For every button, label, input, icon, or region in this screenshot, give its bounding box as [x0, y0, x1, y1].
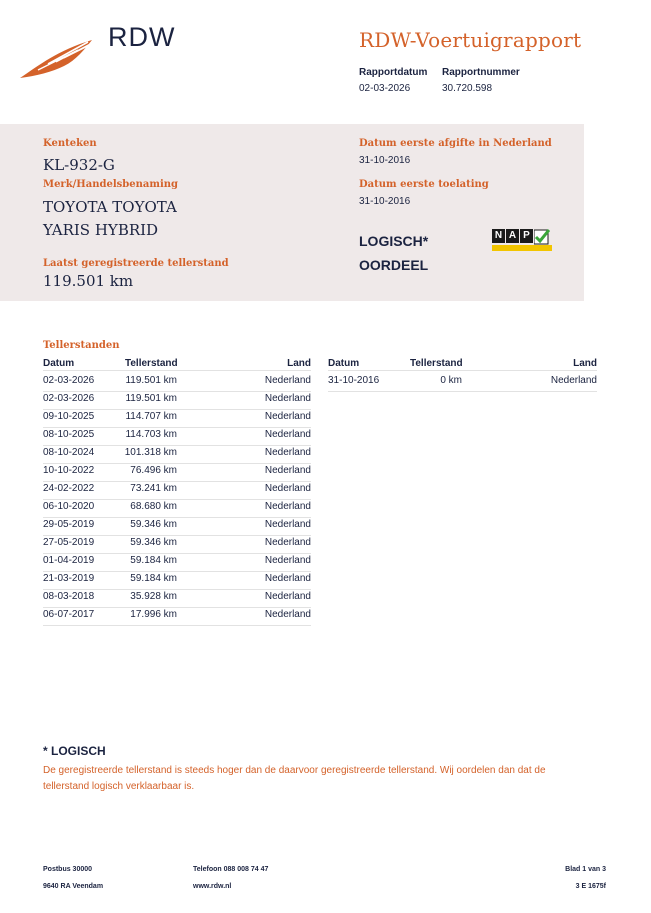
nap-yellow-bar — [492, 245, 552, 251]
row-land: Nederland — [264, 573, 311, 584]
table-row — [43, 481, 311, 500]
row-tellerstand: 119.501 km — [125, 375, 177, 386]
row-land: Nederland — [264, 591, 311, 602]
tellerstand-label: Laatst geregistreerde tellerstand — [43, 258, 229, 269]
left-header-land: Land — [287, 358, 311, 369]
row-datum: 02-03-2026 — [43, 375, 95, 386]
row-datum: 08-10-2024 — [43, 447, 95, 458]
oordeel-line2: OORDEEL — [359, 257, 429, 273]
logo-text: RDW — [108, 22, 176, 52]
row-tellerstand: 0 km — [440, 375, 462, 386]
row-land: Nederland — [264, 519, 311, 530]
row-datum: 21-03-2019 — [43, 573, 95, 584]
footer-blad: Blad 1 van 3 — [565, 866, 606, 873]
toelating-label: Datum eerste toelating — [359, 179, 489, 190]
row-datum: 01-04-2019 — [43, 555, 95, 566]
row-land: Nederland — [264, 393, 311, 404]
row-datum: 02-03-2026 — [43, 393, 95, 404]
footer-postbus: Postbus 30000 — [43, 866, 93, 873]
row-datum: 31-10-2016 — [328, 375, 380, 386]
footer-plaats: 9640 RA Veendam — [43, 883, 104, 890]
table-row — [43, 499, 311, 518]
right-header-datum: Datum — [328, 358, 360, 369]
right-header-divider — [328, 370, 597, 371]
merk-line2: YARIS HYBRID — [43, 221, 159, 239]
row-tellerstand: 119.501 km — [125, 393, 177, 404]
row-tellerstand: 59.346 km — [130, 519, 177, 530]
footer-telefoon: Telefoon 088 008 74 47 — [193, 866, 269, 873]
right-header-tellerstand: Tellerstand — [410, 358, 463, 369]
row-land: Nederland — [264, 609, 311, 620]
footnote-text: De geregistreerde tellerstand is steeds hoger dan de daarvoor geregistreerde tellerstand. Wij oordelen dan dat de tellerstand logisch verklaarbaar is. — [43, 765, 546, 792]
table-row — [43, 373, 311, 392]
row-land: Nederland — [264, 501, 311, 512]
row-datum: 06-07-2017 — [43, 609, 95, 620]
row-land: Nederland — [264, 465, 311, 476]
nap-logo — [492, 229, 552, 251]
rdw-logo-icon — [18, 36, 100, 82]
row-datum: 09-10-2025 — [43, 411, 95, 422]
table-row — [43, 463, 311, 482]
row-land: Nederland — [264, 429, 311, 440]
row-land: Nederland — [550, 375, 597, 386]
rapportnummer-value: 30.720.598 — [442, 83, 493, 94]
row-datum: 24-02-2022 — [43, 483, 95, 494]
table-row — [43, 535, 311, 554]
nap-letter-n: N — [492, 229, 505, 243]
table-row — [43, 517, 311, 536]
table-row — [43, 607, 311, 626]
left-header-divider — [43, 370, 311, 371]
tellerstand-value: 119.501 km — [43, 272, 134, 290]
toelating-value: 31-10-2016 — [359, 196, 411, 207]
rapportdatum-label: Rapportdatum — [359, 67, 428, 78]
row-tellerstand: 68.680 km — [130, 501, 177, 512]
rapportdatum-value: 02-03-2026 — [359, 83, 411, 94]
table-row — [43, 391, 311, 410]
row-land: Nederland — [264, 447, 311, 458]
kenteken-label: Kenteken — [43, 138, 97, 149]
oordeel-badge — [359, 229, 428, 277]
row-datum: 06-10-2020 — [43, 501, 95, 512]
row-tellerstand: 35.928 km — [130, 591, 177, 602]
table-row — [43, 427, 311, 446]
row-land: Nederland — [264, 555, 311, 566]
row-tellerstand: 114.707 km — [125, 411, 177, 422]
row-tellerstand: 59.184 km — [130, 573, 177, 584]
table-row — [328, 373, 597, 392]
afgifte-label: Datum eerste afgifte in Nederland — [359, 138, 552, 149]
rapportnummer-label: Rapportnummer — [442, 67, 520, 78]
left-header-tellerstand: Tellerstand — [125, 358, 178, 369]
row-datum: 27-05-2019 — [43, 537, 95, 548]
row-tellerstand: 76.496 km — [130, 465, 177, 476]
oordeel-line1: LOGISCH* — [359, 233, 429, 249]
table-row — [43, 409, 311, 428]
row-datum: 10-10-2022 — [43, 465, 95, 476]
row-tellerstand: 59.184 km — [130, 555, 177, 566]
row-tellerstand: 17.996 km — [130, 609, 177, 620]
row-land: Nederland — [264, 375, 311, 386]
report-title: RDW-Voertuigrapport — [359, 28, 582, 52]
nap-letter-a: A — [506, 229, 519, 243]
left-header-datum: Datum — [43, 358, 75, 369]
nap-letter-p: P — [520, 229, 533, 243]
merk-label: Merk/Handelsbenaming — [43, 179, 179, 190]
row-datum: 29-05-2019 — [43, 519, 95, 530]
row-tellerstand: 114.703 km — [125, 429, 177, 440]
footer-website[interactable]: www.rdw.nl — [193, 883, 232, 890]
table-row — [43, 445, 311, 464]
row-tellerstand: 59.346 km — [130, 537, 177, 548]
row-land: Nederland — [264, 537, 311, 548]
check-icon — [534, 229, 550, 245]
footer-code: 3 E 1675f — [575, 883, 606, 890]
table-row — [43, 571, 311, 590]
row-land: Nederland — [264, 483, 311, 494]
row-tellerstand: 73.241 km — [130, 483, 177, 494]
row-land: Nederland — [264, 411, 311, 422]
row-tellerstand: 101.318 km — [124, 447, 177, 458]
kenteken-value: KL-932-G — [43, 156, 115, 174]
right-header-land: Land — [573, 358, 597, 369]
row-datum: 08-03-2018 — [43, 591, 95, 602]
tellerstanden-title: Tellerstanden — [43, 340, 120, 351]
table-row — [43, 553, 311, 572]
afgifte-value: 31-10-2016 — [359, 155, 411, 166]
footnote-title: * LOGISCH — [43, 744, 106, 758]
row-datum: 08-10-2025 — [43, 429, 95, 440]
merk-line1: TOYOTA TOYOTA — [43, 198, 177, 216]
table-row — [43, 589, 311, 608]
